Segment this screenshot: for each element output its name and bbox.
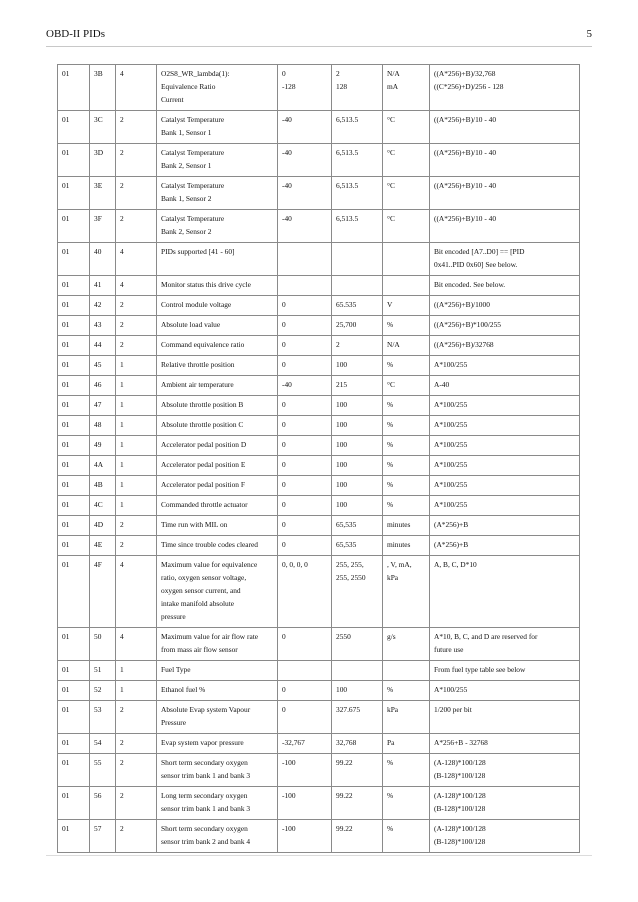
bytes-cell: 4 [116, 556, 157, 628]
formula-cell: A*100/255 [430, 496, 580, 516]
formula-cell: (A*256)+B [430, 536, 580, 556]
max-value-cell [332, 661, 383, 681]
description-cell: Absolute load value [157, 316, 278, 336]
table-row [58, 516, 580, 536]
bytes-cell: 4 [116, 65, 157, 111]
min-value-cell: 0 -128 [278, 65, 332, 111]
pid-code-cell: 3C [90, 111, 116, 144]
description-cell: Short term secondary oxygen sensor trim bank 2 and bank 4 [157, 820, 278, 853]
formula-cell: (A-128)*100/128 (B-128)*100/128 [430, 820, 580, 853]
max-value-cell: 99.22 [332, 754, 383, 787]
pid-code-cell: 49 [90, 436, 116, 456]
formula-cell: (A-128)*100/128 (B-128)*100/128 [430, 754, 580, 787]
pid-code-cell: 43 [90, 316, 116, 336]
description-cell: Control module voltage [157, 296, 278, 316]
min-value-cell: 0 [278, 701, 332, 734]
table-row [58, 701, 580, 734]
bytes-cell: 1 [116, 496, 157, 516]
mode-cell: 01 [58, 296, 90, 316]
min-value-cell: -40 [278, 376, 332, 396]
pid-code-cell: 4B [90, 476, 116, 496]
formula-cell: A*100/255 [430, 356, 580, 376]
mode-cell: 01 [58, 754, 90, 787]
formula-cell: A*256+B - 32768 [430, 734, 580, 754]
units-cell: % [383, 787, 430, 820]
units-cell: °C [383, 144, 430, 177]
mode-cell: 01 [58, 456, 90, 476]
formula-cell: A*100/255 [430, 456, 580, 476]
max-value-cell: 6,513.5 [332, 210, 383, 243]
table-row [58, 336, 580, 356]
pid-code-cell: 3E [90, 177, 116, 210]
description-cell: Catalyst Temperature Bank 1, Sensor 1 [157, 111, 278, 144]
min-value-cell: 0 [278, 516, 332, 536]
table-row [58, 276, 580, 296]
mode-cell: 01 [58, 701, 90, 734]
table-row [58, 476, 580, 496]
mode-cell: 01 [58, 210, 90, 243]
pid-code-cell: 50 [90, 628, 116, 661]
mode-cell: 01 [58, 416, 90, 436]
units-cell: N/A [383, 336, 430, 356]
max-value-cell: 65,535 [332, 516, 383, 536]
units-cell [383, 276, 430, 296]
description-cell: Ambient air temperature [157, 376, 278, 396]
mode-cell: 01 [58, 556, 90, 628]
pid-code-cell: 4A [90, 456, 116, 476]
bytes-cell: 2 [116, 820, 157, 853]
pid-code-cell: 42 [90, 296, 116, 316]
min-value-cell [278, 243, 332, 276]
description-cell: Ethanol fuel % [157, 681, 278, 701]
pid-code-cell: 47 [90, 396, 116, 416]
description-cell: Catalyst Temperature Bank 2, Sensor 1 [157, 144, 278, 177]
units-cell: % [383, 356, 430, 376]
bytes-cell: 1 [116, 376, 157, 396]
mode-cell: 01 [58, 111, 90, 144]
units-cell: % [383, 820, 430, 853]
max-value-cell: 100 [332, 356, 383, 376]
formula-cell: (A-128)*100/128 (B-128)*100/128 [430, 787, 580, 820]
mode-cell: 01 [58, 476, 90, 496]
formula-cell: Bit encoded. See below. [430, 276, 580, 296]
mode-cell: 01 [58, 396, 90, 416]
mode-cell: 01 [58, 336, 90, 356]
table-row [58, 681, 580, 701]
pid-code-cell: 4F [90, 556, 116, 628]
formula-cell: A*100/255 [430, 396, 580, 416]
table-row [58, 65, 580, 111]
units-cell: Pa [383, 734, 430, 754]
units-cell: % [383, 496, 430, 516]
max-value-cell: 215 [332, 376, 383, 396]
mode-cell: 01 [58, 144, 90, 177]
page-number: 5 [586, 28, 592, 40]
units-cell: % [383, 436, 430, 456]
bytes-cell: 1 [116, 396, 157, 416]
max-value-cell: 6,513.5 [332, 144, 383, 177]
formula-cell: ((A*256)+B)/10 - 40 [430, 210, 580, 243]
description-cell: Relative throttle position [157, 356, 278, 376]
bytes-cell: 1 [116, 416, 157, 436]
pid-code-cell: 52 [90, 681, 116, 701]
mode-cell: 01 [58, 316, 90, 336]
units-cell: g/s [383, 628, 430, 661]
units-cell: % [383, 456, 430, 476]
pid-code-cell: 53 [90, 701, 116, 734]
description-cell: Fuel Type [157, 661, 278, 681]
table-row [58, 144, 580, 177]
table-row [58, 111, 580, 144]
pid-code-cell: 3F [90, 210, 116, 243]
table-row [58, 316, 580, 336]
mode-cell: 01 [58, 681, 90, 701]
max-value-cell: 100 [332, 456, 383, 476]
bytes-cell: 2 [116, 734, 157, 754]
table-row [58, 556, 580, 628]
bytes-cell: 1 [116, 456, 157, 476]
max-value-cell: 2 128 [332, 65, 383, 111]
pid-code-cell: 57 [90, 820, 116, 853]
min-value-cell: -40 [278, 177, 332, 210]
mode-cell: 01 [58, 820, 90, 853]
min-value-cell: -40 [278, 144, 332, 177]
table-row [58, 536, 580, 556]
description-cell: Absolute throttle position B [157, 396, 278, 416]
mode-cell: 01 [58, 276, 90, 296]
table-row [58, 436, 580, 456]
max-value-cell: 6,513.5 [332, 111, 383, 144]
description-cell: Monitor status this drive cycle [157, 276, 278, 296]
formula-cell: ((A*256)+B)/32,768 ((C*256)+D)/256 - 128 [430, 65, 580, 111]
units-cell: % [383, 416, 430, 436]
table-row [58, 787, 580, 820]
units-cell: °C [383, 210, 430, 243]
min-value-cell: -100 [278, 754, 332, 787]
min-value-cell: 0 [278, 436, 332, 456]
table-row [58, 456, 580, 476]
max-value-cell: 2550 [332, 628, 383, 661]
pid-code-cell: 4E [90, 536, 116, 556]
bytes-cell: 2 [116, 336, 157, 356]
description-cell: Accelerator pedal position D [157, 436, 278, 456]
max-value-cell: 100 [332, 416, 383, 436]
bytes-cell: 2 [116, 701, 157, 734]
mode-cell: 01 [58, 243, 90, 276]
min-value-cell: 0, 0, 0, 0 [278, 556, 332, 628]
max-value-cell: 100 [332, 396, 383, 416]
mode-cell: 01 [58, 536, 90, 556]
formula-cell: A*100/255 [430, 476, 580, 496]
table-row [58, 356, 580, 376]
min-value-cell: -40 [278, 111, 332, 144]
table-row [58, 661, 580, 681]
pid-code-cell: 56 [90, 787, 116, 820]
description-cell: Command equivalence ratio [157, 336, 278, 356]
min-value-cell: 0 [278, 396, 332, 416]
min-value-cell [278, 276, 332, 296]
description-cell: Absolute Evap system Vapour Pressure [157, 701, 278, 734]
mode-cell: 01 [58, 65, 90, 111]
pid-code-cell: 4C [90, 496, 116, 516]
document-title: OBD-II PIDs [46, 28, 105, 40]
units-cell: kPa [383, 701, 430, 734]
table-row [58, 820, 580, 853]
footer-divider [46, 855, 592, 856]
description-cell: Short term secondary oxygen sensor trim bank 1 and bank 3 [157, 754, 278, 787]
min-value-cell [278, 661, 332, 681]
max-value-cell: 65,535 [332, 536, 383, 556]
table-row [58, 177, 580, 210]
min-value-cell: 0 [278, 296, 332, 316]
table-row [58, 496, 580, 516]
bytes-cell: 2 [116, 754, 157, 787]
max-value-cell [332, 276, 383, 296]
max-value-cell [332, 243, 383, 276]
pid-code-cell: 46 [90, 376, 116, 396]
mode-cell: 01 [58, 436, 90, 456]
pid-code-cell: 51 [90, 661, 116, 681]
description-cell: Absolute throttle position C [157, 416, 278, 436]
min-value-cell: 0 [278, 628, 332, 661]
formula-cell: ((A*256)+B)/10 - 40 [430, 177, 580, 210]
max-value-cell: 99.22 [332, 820, 383, 853]
bytes-cell: 4 [116, 243, 157, 276]
bytes-cell: 2 [116, 316, 157, 336]
pid-code-cell: 4D [90, 516, 116, 536]
max-value-cell: 6,513.5 [332, 177, 383, 210]
formula-cell: A*100/255 [430, 681, 580, 701]
pid-code-cell: 3D [90, 144, 116, 177]
bytes-cell: 4 [116, 276, 157, 296]
pid-code-cell: 41 [90, 276, 116, 296]
mode-cell: 01 [58, 376, 90, 396]
mode-cell: 01 [58, 787, 90, 820]
max-value-cell: 99.22 [332, 787, 383, 820]
bytes-cell: 1 [116, 436, 157, 456]
formula-cell: A*100/255 [430, 416, 580, 436]
bytes-cell: 2 [116, 516, 157, 536]
min-value-cell: -100 [278, 820, 332, 853]
pid-code-cell: 54 [90, 734, 116, 754]
table-row [58, 376, 580, 396]
formula-cell: A, B, C, D*10 [430, 556, 580, 628]
units-cell: minutes [383, 536, 430, 556]
max-value-cell: 100 [332, 681, 383, 701]
units-cell: minutes [383, 516, 430, 536]
bytes-cell: 2 [116, 210, 157, 243]
table-row [58, 243, 580, 276]
mode-cell: 01 [58, 661, 90, 681]
units-cell: °C [383, 177, 430, 210]
units-cell: % [383, 396, 430, 416]
description-cell: Time run with MIL on [157, 516, 278, 536]
units-cell: V [383, 296, 430, 316]
units-cell: % [383, 476, 430, 496]
bytes-cell: 1 [116, 476, 157, 496]
min-value-cell: -40 [278, 210, 332, 243]
description-cell: O2S8_WR_lambda(1): Equivalence Ratio Current [157, 65, 278, 111]
max-value-cell: 65.535 [332, 296, 383, 316]
max-value-cell: 100 [332, 476, 383, 496]
bytes-cell: 4 [116, 628, 157, 661]
mode-cell: 01 [58, 177, 90, 210]
bytes-cell: 1 [116, 681, 157, 701]
formula-cell: (A*256)+B [430, 516, 580, 536]
description-cell: Accelerator pedal position E [157, 456, 278, 476]
min-value-cell: 0 [278, 336, 332, 356]
table-row [58, 734, 580, 754]
description-cell: Maximum value for equivalence ratio, oxygen sensor voltage, oxygen sensor current, and intake manifold absolute pressure [157, 556, 278, 628]
bytes-cell: 2 [116, 536, 157, 556]
description-cell: Evap system vapor pressure [157, 734, 278, 754]
formula-cell: A*10, B, C, and D are reserved for future use [430, 628, 580, 661]
units-cell: % [383, 681, 430, 701]
formula-cell: A*100/255 [430, 436, 580, 456]
min-value-cell: 0 [278, 356, 332, 376]
pid-code-cell: 3B [90, 65, 116, 111]
description-cell: Commanded throttle actuator [157, 496, 278, 516]
mode-cell: 01 [58, 356, 90, 376]
min-value-cell: -100 [278, 787, 332, 820]
formula-cell: A-40 [430, 376, 580, 396]
formula-cell: ((A*256)+B)/10 - 40 [430, 111, 580, 144]
max-value-cell: 2 [332, 336, 383, 356]
bytes-cell: 2 [116, 296, 157, 316]
max-value-cell: 255, 255, 255, 2550 [332, 556, 383, 628]
units-cell [383, 243, 430, 276]
mode-cell: 01 [58, 734, 90, 754]
pid-code-cell: 45 [90, 356, 116, 376]
table-row [58, 628, 580, 661]
bytes-cell: 2 [116, 177, 157, 210]
min-value-cell: 0 [278, 416, 332, 436]
units-cell: , V, mA, kPa [383, 556, 430, 628]
min-value-cell: 0 [278, 496, 332, 516]
units-cell [383, 661, 430, 681]
max-value-cell: 327.675 [332, 701, 383, 734]
bytes-cell: 1 [116, 661, 157, 681]
max-value-cell: 100 [332, 436, 383, 456]
bytes-cell: 1 [116, 356, 157, 376]
min-value-cell: 0 [278, 316, 332, 336]
pid-table [57, 64, 580, 853]
min-value-cell: 0 [278, 536, 332, 556]
table-row [58, 296, 580, 316]
table-row [58, 396, 580, 416]
units-cell: % [383, 316, 430, 336]
mode-cell: 01 [58, 628, 90, 661]
bytes-cell: 2 [116, 787, 157, 820]
units-cell: % [383, 754, 430, 787]
description-cell: Accelerator pedal position F [157, 476, 278, 496]
min-value-cell: 0 [278, 681, 332, 701]
bytes-cell: 2 [116, 144, 157, 177]
table-row [58, 754, 580, 787]
formula-cell: ((A*256)+B)/10 - 40 [430, 144, 580, 177]
formula-cell: Bit encoded [A7..D0] == [PID 0x41..PID 0x60] See below. [430, 243, 580, 276]
description-cell: PIDs supported [41 - 60] [157, 243, 278, 276]
pid-code-cell: 40 [90, 243, 116, 276]
formula-cell: 1/200 per bit [430, 701, 580, 734]
description-cell: Catalyst Temperature Bank 1, Sensor 2 [157, 177, 278, 210]
description-cell: Time since trouble codes cleared [157, 536, 278, 556]
formula-cell: ((A*256)+B)/1000 [430, 296, 580, 316]
page-header [46, 28, 592, 47]
max-value-cell: 25,700 [332, 316, 383, 336]
mode-cell: 01 [58, 496, 90, 516]
max-value-cell: 100 [332, 496, 383, 516]
min-value-cell: 0 [278, 456, 332, 476]
pid-code-cell: 44 [90, 336, 116, 356]
table-row [58, 416, 580, 436]
description-cell: Long term secondary oxygen sensor trim bank 1 and bank 3 [157, 787, 278, 820]
description-cell: Maximum value for air flow rate from mass air flow sensor [157, 628, 278, 661]
units-cell: N/A mA [383, 65, 430, 111]
units-cell: °C [383, 376, 430, 396]
formula-cell: ((A*256)+B)*100/255 [430, 316, 580, 336]
bytes-cell: 2 [116, 111, 157, 144]
description-cell: Catalyst Temperature Bank 2, Sensor 2 [157, 210, 278, 243]
min-value-cell: 0 [278, 476, 332, 496]
max-value-cell: 32,768 [332, 734, 383, 754]
formula-cell: From fuel type table see below [430, 661, 580, 681]
min-value-cell: -32,767 [278, 734, 332, 754]
formula-cell: ((A*256)+B)/32768 [430, 336, 580, 356]
table-row [58, 210, 580, 243]
units-cell: °C [383, 111, 430, 144]
pid-code-cell: 48 [90, 416, 116, 436]
mode-cell: 01 [58, 516, 90, 536]
pid-code-cell: 55 [90, 754, 116, 787]
